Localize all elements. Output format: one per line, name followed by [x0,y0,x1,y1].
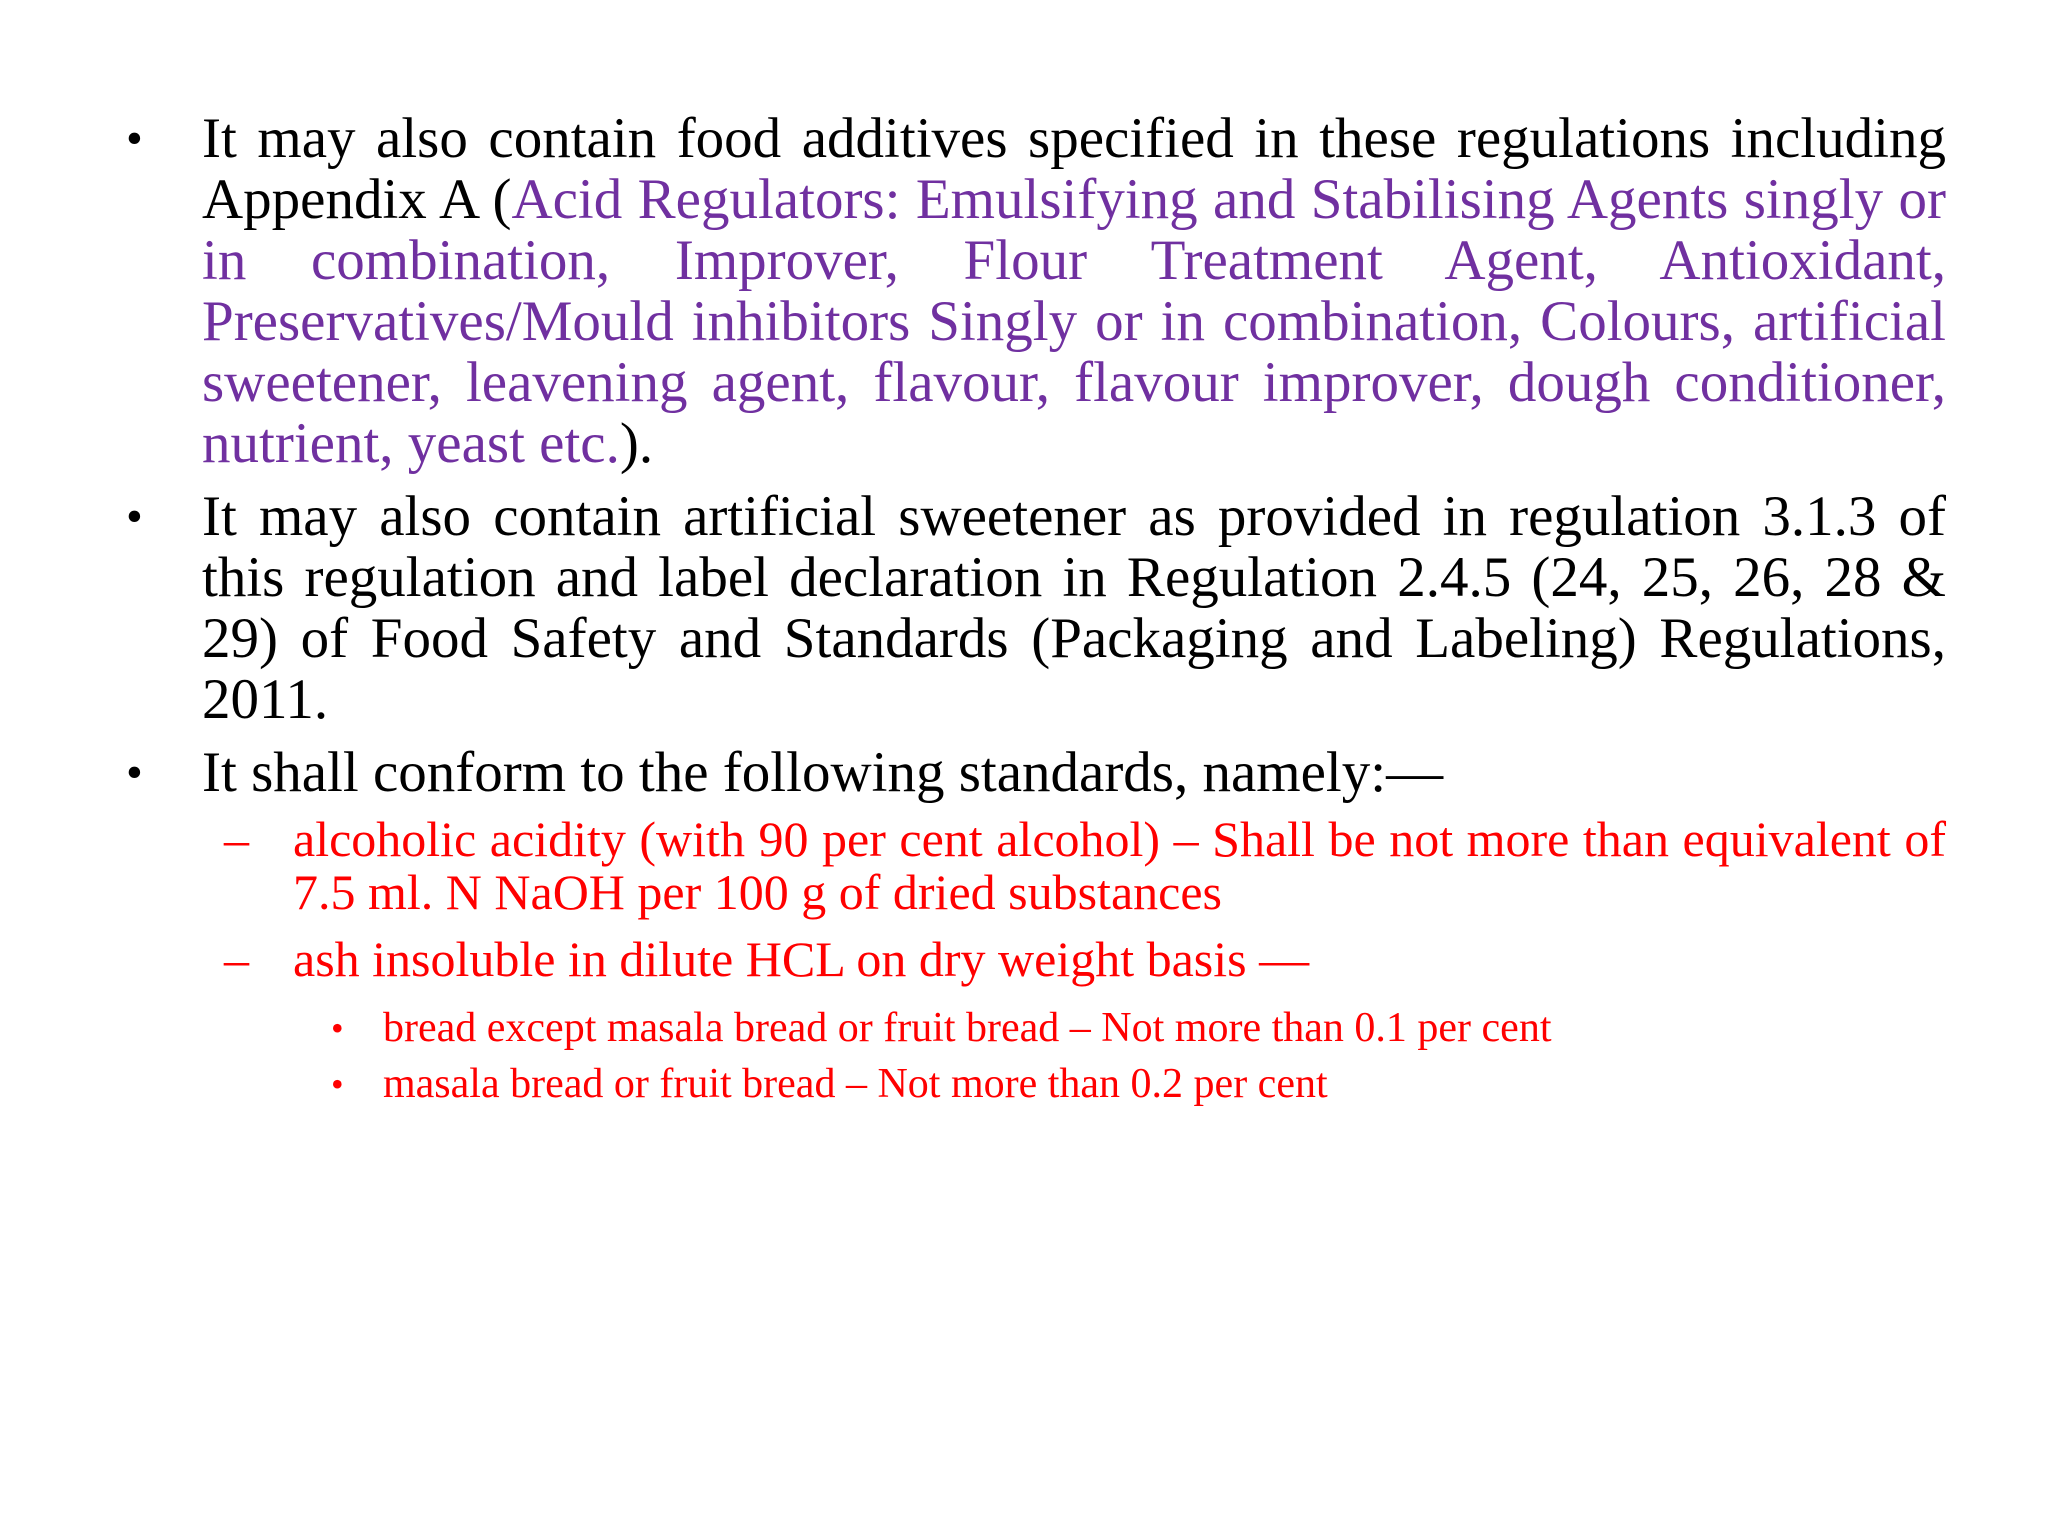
ash-limit-bread [116,1000,1946,1056]
bullet-text: It may also contain artificial sweetener as provided in regulation 3.1.3 of this regulation and label declaration in Regulation 2.4.5 (24, 25, 26, 28 & 29) of Food Safety and Standards (Packaging and Labeling) Regulations, 2011. [202,485,1946,731]
bullet-marker: • [126,490,143,543]
standard-text: ash insoluble in dilute HCL on dry weight basis — [293,931,1310,987]
dash-marker: – [224,811,249,867]
bullet-artificial-sweetener [116,486,1946,730]
limit-text: masala bread or fruit bread – Not more than 0.2 per cent [383,1061,1328,1107]
standard-ash-insoluble [116,933,1946,986]
bullet-marker: • [126,746,143,799]
bullet-text: It may also contain food additives specified in these regulations including Appendix A ( [202,107,1946,231]
bullet-marker: • [331,1008,344,1048]
standard-text: alcoholic acidity (with 90 per cent alcohol) – Shall be not more than equivalent of 7.5 ml. N NaOH per 100 g of dried substances [293,811,1946,920]
additives-list-text: Acid Regulators: Emulsifying and Stabilising Agents singly or in combination, Improver, Flour Treatment Agent, Antioxidant, Preservatives/Mould inhibitors Singly or in combination, Colours, artificial sweetener, leavening agent, flavour, flavour improver, dough conditioner, nutrient, yeast etc. [202,168,1946,475]
slide-content [116,108,1946,1112]
ash-limit-masala-bread [116,1056,1946,1112]
bullet-marker: • [126,112,143,165]
standard-alcoholic-acidity [116,813,1946,919]
limit-text: bread except masala bread or fruit bread – Not more than 0.1 per cent [383,1005,1552,1051]
bullet-text-end: ). [619,412,654,475]
bullet-standards-intro [116,742,1946,803]
bullet-marker: • [331,1064,344,1104]
dash-marker: – [224,931,249,987]
bullet-food-additives [116,108,1946,474]
bullet-text: It shall conform to the following standards, namely:— [202,741,1444,804]
